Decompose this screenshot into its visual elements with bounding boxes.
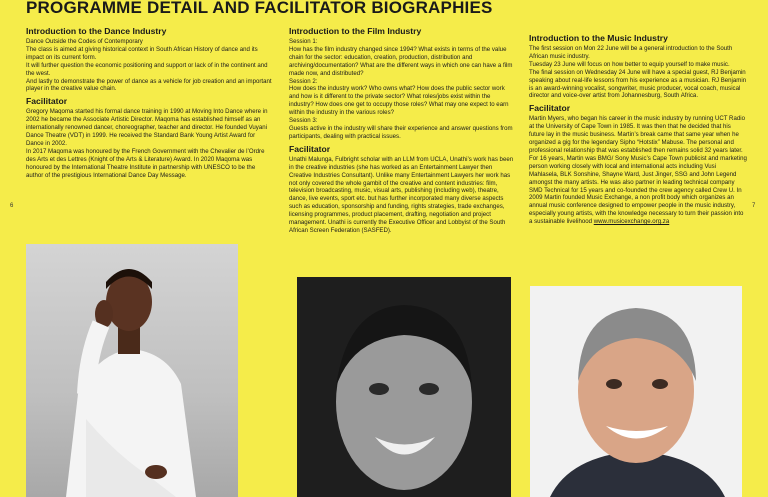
dance-facilitator-heading: Facilitator [26, 96, 68, 107]
dance-facilitator-photo [26, 244, 238, 497]
music-intro-line: The first session on Mon 22 June will be a general introduction to the South African music industry. [529, 45, 733, 60]
film-portrait-illustration [297, 277, 511, 497]
dance-intro-line: And lastly to demonstrate the power of dance as a vehicle for job creation and an important player in the creative value chain. [26, 77, 272, 93]
dance-column [26, 26, 273, 180]
music-facilitator-photo [530, 286, 742, 497]
music-bio-text: Martin Myers, who began his career in the music industry by running UCT Radio at the University of Cape Town in 1985. It was then that he decided that his future lay in the music business. Martin’s break came that same year when he organized a gig for the legendary Sipho “Hotstix” Mabuse. The personal and professional relationship that was established then remains solid 32 years later. For 16 years, Martin was BMG/ Sony Music’s Cape Town publicist and marketing person working closely with local and international acts including Vusi Mahlasela, BLK Sonshine, Shayne Ward, Just Jinger, SSG and John Legend amongst the many artists. He was also partner in leading technical company SMD Technical for 15 years and co-founded the crew agency called Crew U. In 2009 Martin founded Music Exchange, a non profit body which organizes an annual music conference designed to empower people in the music industry, especially young artists, with the knowledge necessary to turn their passion into a sustainable livelihood [529, 115, 747, 226]
dance-intro-line: It will further question the economic positioning and support or lack of in the continent and the west. [26, 61, 268, 77]
dance-bio-paragraph: In 2017 Maqoma was honoured by the French Government with the Chevalier de l’Ordre des Arts et des Lettres (Knight of the Arts & Literature) Award. In 2020 Maqoma was honoured by the International Theatre Institute in partnership with UNESCO to be the author of the prestigious International Dance Day Message. [26, 147, 265, 179]
film-facilitator-heading: Facilitator [289, 143, 331, 154]
page-title: PROGRAMME DETAIL AND FACILITATOR BIOGRAPHIES [26, 0, 493, 17]
music-intro-line: The final session on Wednesday 24 June will have a special guest, RJ Benjamin speaking about real-life lessons from his experience as a musician. RJ Benjamin is an award-winning vocalist, songwriter, music producer, vocal coach, musical director and voice-over artist from Johannesburg, South Africa. [529, 68, 747, 100]
music-column [529, 33, 747, 226]
music-facilitator-heading: Facilitator [529, 103, 571, 114]
film-session-line: Guests active in the industry will share their experience and answer questions from participants, dealing with practical issues. [289, 124, 513, 140]
music-bio-paragraph [529, 115, 747, 226]
dance-heading: Introduction to the Dance Industry [26, 26, 167, 36]
music-heading: Introduction to the Music Industry [529, 33, 668, 43]
dancer-portrait-illustration [26, 244, 238, 497]
page-number-right: 7 [752, 203, 756, 209]
dance-intro-line: Dance Outside the Codes of Contemporary [26, 38, 143, 45]
film-heading: Introduction to the Film Industry [289, 26, 422, 36]
page-number-left: 6 [10, 203, 14, 209]
film-session-line: Session 1: [289, 38, 318, 45]
dance-intro-line: The class is aimed at giving historical context in South African History of dance and its impact on its current form. [26, 45, 258, 61]
music-exchange-link[interactable]: www.musicexchange.org.za [593, 218, 670, 226]
film-session-line: How has the film industry changed since 1994? What exists in terms of the value chain for the sector: education, creation, production, distribution and archiving/documentation? What are the different ways in which one can have a film made now, and distributed? [289, 45, 513, 77]
dance-bio-paragraph: Gregory Maqoma started his formal dance training in 1990 at Moving Into Dance where in 2002 he became the Associate Artistic Director. Maqoma has established himself as an internationally renowned dancer, choreographer, teacher and director. He founded Vuyani Dance Theatre (VDT) in 1999. He received the Standard Bank Young Artist Award for Dance in 2002. [26, 108, 268, 147]
film-column [289, 26, 514, 235]
film-session-line: How does the industry work? Who owns what? How does the public sector work and how is it different to the private sector? What roles/jobs exist within the industry? How does one get to occupy those roles? What may one expect to earn within the industry in the various roles? [289, 85, 509, 117]
film-bio-paragraph: Unathi Malunga, Fulbright scholar with an LLM from UCLA, Unathi’s work has been in the creative industries (she has worked as an Entertainment Lawyer then Creative Industries Consultant). Unlike many Entertainment Lawyers her work has not only covered the whole gambit of the creative and content industries: film, television broadcasting, music, visual arts, publishing (including web), theatre, dance, live events, sport etc. but has further incorporated many diverse aspects such as education, sponsorship and funding, rights strategies, trade exchanges, licensing programmes, product placement, drafting, negotiation and project management. Unathi is currently the Executive Officer and Lobbyist of the South African Screen Federation (SASFED). [289, 155, 514, 234]
film-session-line: Session 3: [289, 117, 318, 125]
film-session-line: Session 2: [289, 77, 318, 85]
film-facilitator-photo [297, 277, 511, 497]
music-intro-line: Tuesday 23 June will focus on how better to equip yourself to make music. [529, 60, 730, 68]
music-portrait-illustration [530, 286, 742, 497]
